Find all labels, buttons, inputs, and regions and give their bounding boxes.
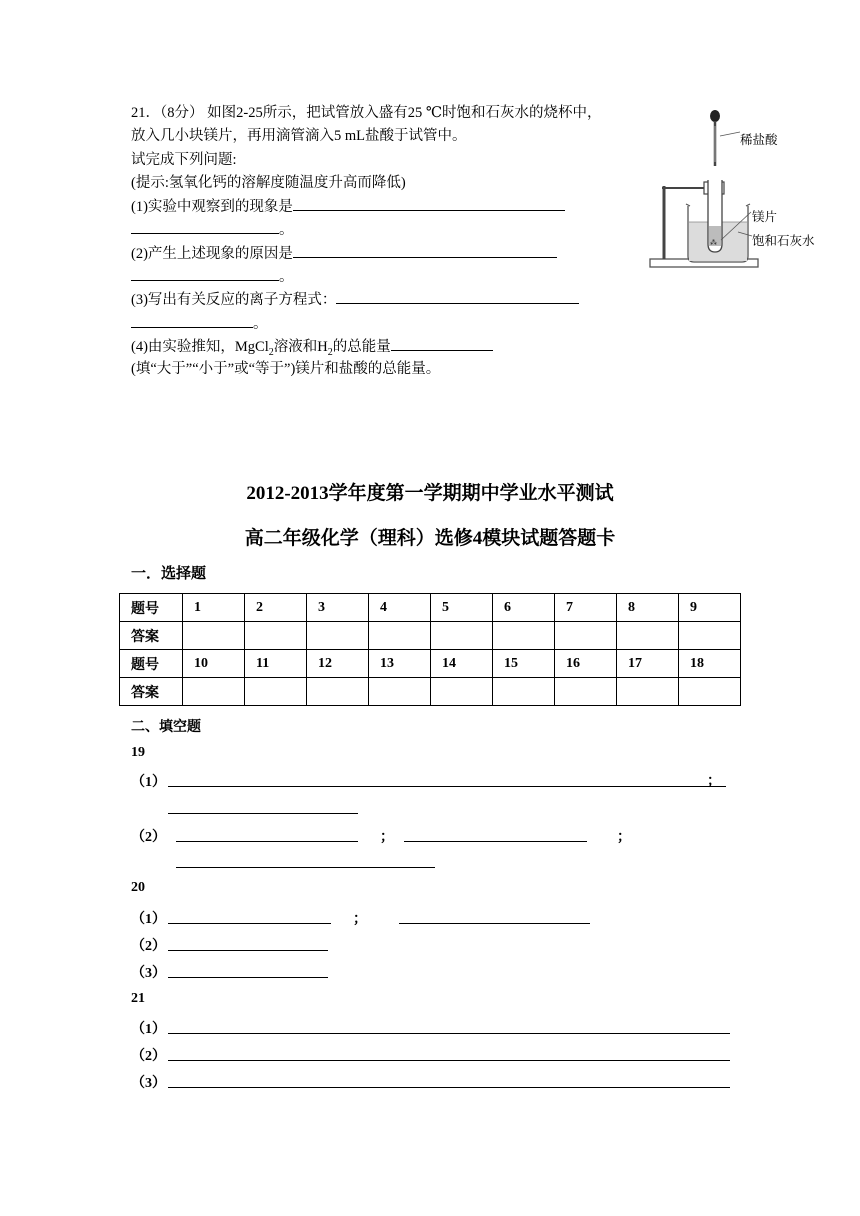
label-dilute-hcl: 稀盐酸 [740,132,778,147]
apparatus-figure [648,104,828,274]
question-number: 2 [245,594,307,622]
question-number: 18 [679,650,741,678]
semicolon: ； [707,774,721,789]
q21-part4 [131,335,651,358]
q21-part1-cont [131,218,651,241]
answer-grid [119,593,741,706]
period: 。 [253,315,268,332]
answer-blank[interactable] [391,335,493,351]
question-number: 11 [245,650,307,678]
q19-part2-line[interactable] [176,841,358,842]
q21-line2: 放入几小块镁片，再用滴管滴入5 mL盐酸于试管中。 [131,128,467,145]
question-number: 6 [493,594,555,622]
subscript: 2 [268,346,274,358]
section-fill-in: 二、填空题 [131,720,201,735]
q19-part1-label: （1） [131,775,166,790]
semicolon: ； [380,830,394,845]
q20-part2-line[interactable] [168,950,328,951]
question-number: 14 [431,650,493,678]
table-row [120,678,741,706]
answer-cell[interactable] [555,678,617,706]
answer-cell[interactable] [245,622,307,650]
period: 。 [279,222,294,239]
q21-part3-cont [131,312,651,335]
q19-part1-line[interactable] [168,786,726,787]
question-number: 15 [493,650,555,678]
answer-cell[interactable] [431,678,493,706]
q20-part1-line-b[interactable] [399,923,590,924]
table-row [120,622,741,650]
q21-part2 [131,242,651,265]
question-number: 17 [617,650,679,678]
q21-part4-cont: (填“大于”“小于”或“等于”)镁片和盐酸的总能量。 [131,361,441,378]
q21-part4-text: (4)由实验推知，MgCl [131,338,269,355]
q21-part1-label: （1） [131,1022,166,1037]
question-number: 10 [183,650,245,678]
label-magnesium: 镁片 [752,209,778,224]
subscript: 2 [327,346,333,358]
question-number: 9 [679,594,741,622]
q21-part2-cont [131,265,651,288]
question-number: 16 [555,650,617,678]
q21-part1 [131,195,651,218]
q21-number: 21 [131,991,145,1006]
answer-cell[interactable] [617,678,679,706]
q21-part3 [131,288,651,311]
answer-cell[interactable] [307,622,369,650]
answer-cell[interactable] [369,622,431,650]
answer-cell[interactable] [679,622,741,650]
q21-part2-line[interactable] [168,1060,730,1061]
question-number: 7 [555,594,617,622]
answer-blank[interactable] [131,218,279,234]
q20-part1-line[interactable] [168,923,331,924]
q19-part2-line2[interactable] [176,867,435,868]
answer-blank[interactable] [293,242,557,258]
question-21 [131,102,651,382]
q20-part1-label: （1） [131,912,166,927]
answer-cell[interactable] [679,678,741,706]
answer-cell[interactable] [493,678,555,706]
answer-blank[interactable] [131,312,253,328]
row-label: 题号 [120,594,183,622]
q21-part2-text: (2)产生上述现象的原因是 [131,245,293,262]
q21-hint: (提示:氢氧化钙的溶解度随温度升高而降低) [131,174,406,191]
q21-part1-line[interactable] [168,1033,730,1034]
answer-cell[interactable] [369,678,431,706]
answer-cell[interactable] [183,678,245,706]
label-limewater: 饱和石灰水 [752,233,815,248]
answer-cell[interactable] [245,678,307,706]
row-label: 答案 [120,622,183,650]
q21-part3-text: (3)写出有关反应的离子方程式： [131,292,337,309]
q20-part3-line[interactable] [168,977,328,978]
row-label: 题号 [120,650,183,678]
card-subtitle: 高二年级化学（理科）选修4模块试题答题卡 [244,528,616,549]
q21-part1-text: (1)实验中观察到的现象是 [131,199,293,216]
answer-cell[interactable] [493,622,555,650]
answer-blank[interactable] [293,195,565,211]
answer-cell[interactable] [617,622,679,650]
q20-number: 20 [131,880,145,895]
question-number: 12 [307,650,369,678]
row-label: 答案 [120,678,183,706]
section-multiple-choice: 一．选择题 [131,566,207,582]
table-row [120,650,741,678]
answer-cell[interactable] [431,622,493,650]
q21-part4-text: 溶液和H [273,338,328,355]
semicolon: ； [617,830,631,845]
q21-part3-line[interactable] [168,1087,730,1088]
question-number: 3 [307,594,369,622]
question-number: 1 [183,594,245,622]
q19-number: 19 [131,745,145,760]
answer-blank[interactable] [336,288,579,304]
question-number: 13 [369,650,431,678]
answer-blank[interactable] [131,265,279,281]
table-row [120,594,741,622]
q20-part3-label: （3） [131,966,166,981]
q21-part3-label: （3） [131,1076,166,1091]
mg-pieces-icon: ⁂ [710,239,717,247]
q19-part1-line2[interactable] [168,813,358,814]
q19-part2-line-b[interactable] [404,841,587,842]
semicolon: ； [353,912,367,927]
q19-part2-label: （2） [131,830,166,845]
q21-part2-label: （2） [131,1049,166,1064]
answer-cell[interactable] [307,678,369,706]
q21-line3: 试完成下列问题: [131,151,237,168]
question-number: 8 [617,594,679,622]
answer-cell[interactable] [555,622,617,650]
question-number: 4 [369,594,431,622]
q20-part2-label: （2） [131,939,166,954]
question-number: 5 [431,594,493,622]
q21-part4-text: 的总能量 [332,338,391,355]
card-title: 2012-2013学年度第一学期期中学业水平测试 [246,483,614,504]
answer-cell[interactable] [183,622,245,650]
period: 。 [279,269,294,286]
q21-line1: 21．（8分） 如图2-25所示，把试管放入盛有25 ℃时饱和石灰水的烧杯中， [131,105,602,121]
